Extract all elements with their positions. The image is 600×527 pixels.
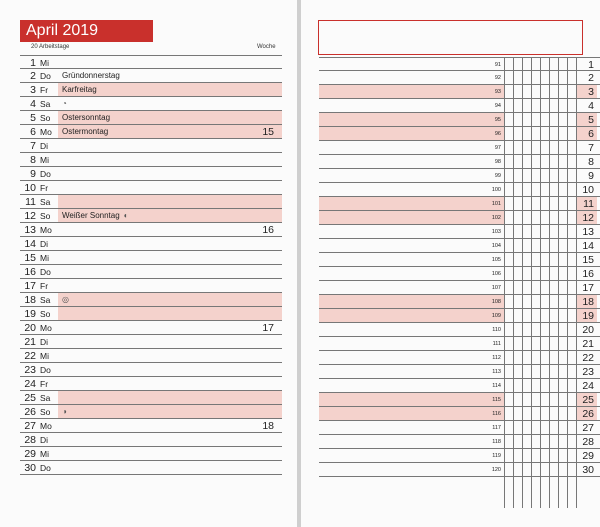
weekday-label: Mo — [40, 127, 52, 137]
weekday-label: Do — [40, 365, 51, 375]
day-cell — [20, 419, 58, 432]
day-number: 7 — [30, 140, 36, 152]
day-number-right: 9 — [588, 170, 594, 182]
right-page — [301, 0, 600, 527]
day-row[interactable] — [20, 55, 282, 69]
weekday-label: So — [40, 113, 51, 123]
day-number: 5 — [30, 112, 36, 124]
day-cell-right — [576, 309, 597, 322]
day-row[interactable] — [20, 209, 282, 223]
day-number-right: 7 — [588, 142, 594, 154]
day-cell — [20, 335, 58, 348]
day-of-year: 112 — [492, 355, 501, 361]
day-row[interactable] — [20, 153, 282, 167]
holiday-label — [62, 69, 120, 83]
day-row[interactable] — [20, 349, 282, 363]
day-number-right: 18 — [582, 296, 594, 308]
day-number: 26 — [24, 406, 36, 418]
day-cell — [20, 363, 58, 376]
weekday-label: Fr — [40, 85, 49, 95]
day-number: 23 — [24, 364, 36, 376]
day-cell — [20, 69, 58, 82]
day-of-year: 93 — [494, 89, 501, 95]
day-number: 4 — [30, 98, 36, 110]
day-cell — [20, 251, 58, 264]
grid-column-line — [567, 57, 568, 508]
day-cell — [20, 447, 58, 460]
day-number-right: 30 — [582, 464, 594, 476]
day-row[interactable] — [20, 363, 282, 377]
weekday-label: Di — [40, 239, 49, 249]
day-row[interactable] — [20, 181, 282, 195]
day-number-right: 25 — [582, 394, 594, 406]
day-cell-right — [576, 435, 597, 448]
weekday-label: Fr — [40, 281, 49, 291]
day-number-right: 23 — [582, 366, 594, 378]
day-number: 2 — [30, 70, 36, 82]
weekday-label: So — [40, 211, 51, 221]
weekday-label: Sa — [40, 393, 51, 403]
day-cell-right — [576, 169, 597, 182]
day-of-year: 119 — [492, 453, 501, 459]
day-number-right: 11 — [583, 198, 594, 210]
day-cell — [20, 307, 58, 320]
weekday-label: Mi — [40, 155, 49, 165]
holiday-label — [62, 209, 129, 223]
left-page — [0, 0, 297, 527]
day-row[interactable] — [20, 405, 282, 419]
day-number-right: 17 — [582, 282, 594, 294]
day-cell-right — [576, 127, 597, 140]
weekday-label: Mi — [40, 351, 49, 361]
day-cell-right — [576, 281, 597, 294]
weekday-label: So — [40, 309, 51, 319]
holiday-text: Karfreitag — [62, 85, 97, 94]
day-cell-right — [576, 295, 597, 308]
day-number: 13 — [24, 224, 36, 236]
day-cell — [20, 195, 58, 208]
day-row[interactable] — [20, 307, 282, 321]
holiday-label — [62, 83, 97, 97]
day-number-right: 16 — [582, 268, 594, 280]
day-cell — [20, 223, 58, 236]
day-number: 15 — [24, 252, 36, 264]
day-number-right: 29 — [582, 450, 594, 462]
day-number-right: 1 — [588, 59, 594, 71]
day-cell — [20, 433, 58, 446]
day-row[interactable] — [20, 391, 282, 405]
day-cell-right — [576, 351, 597, 364]
day-number-right: 2 — [588, 72, 594, 84]
day-row[interactable] — [20, 461, 282, 475]
day-row[interactable] — [20, 293, 282, 307]
day-number-right: 27 — [582, 422, 594, 434]
day-number: 22 — [24, 350, 36, 362]
day-of-year: 120 — [491, 467, 501, 473]
day-number: 14 — [24, 238, 36, 250]
grid-column-line — [513, 57, 514, 508]
weekday-label: Fr — [40, 183, 49, 193]
day-of-year: 110 — [492, 327, 501, 333]
day-number-right: 26 — [582, 408, 594, 420]
day-row[interactable] — [20, 83, 282, 97]
weekday-label: Mo — [40, 225, 52, 235]
grid-column-line — [540, 57, 541, 508]
day-of-year: 104 — [491, 243, 501, 249]
day-number-right: 13 — [582, 226, 594, 238]
day-row[interactable] — [20, 125, 282, 139]
day-cell-right — [576, 421, 597, 434]
day-row[interactable] — [20, 433, 282, 447]
day-cell-right — [576, 197, 597, 210]
day-number: 28 — [24, 434, 36, 446]
day-of-year: 102 — [491, 215, 501, 221]
grid-column-line — [504, 57, 505, 508]
day-of-year: 106 — [491, 271, 501, 277]
day-of-year: 117 — [492, 425, 501, 431]
day-of-year: 111 — [492, 341, 501, 347]
day-row[interactable] — [20, 377, 282, 391]
weekday-label: Mo — [40, 323, 52, 333]
day-cell — [20, 139, 58, 152]
day-of-year: 113 — [492, 369, 501, 375]
day-number: 3 — [30, 84, 36, 96]
day-number: 17 — [24, 280, 36, 292]
day-cell-right — [576, 99, 597, 112]
day-number: 30 — [24, 462, 36, 474]
day-number: 24 — [24, 378, 36, 390]
day-row[interactable] — [20, 223, 282, 237]
day-row[interactable] — [20, 69, 282, 83]
weekday-label: So — [40, 407, 51, 417]
day-cell-right — [576, 225, 597, 238]
day-cell-right — [576, 211, 597, 224]
day-of-year: 107 — [491, 285, 501, 291]
day-number: 29 — [24, 448, 36, 460]
day-number-right: 8 — [588, 156, 594, 168]
day-cell — [20, 111, 58, 124]
day-cell — [20, 83, 58, 96]
day-of-year: 91 — [494, 62, 501, 68]
day-cell-right — [576, 155, 597, 168]
day-cell-right — [576, 323, 597, 336]
day-number: 27 — [24, 420, 36, 432]
day-number: 11 — [25, 196, 36, 208]
day-cell-right — [576, 253, 597, 266]
grid-column-line — [549, 57, 550, 508]
day-cell — [20, 391, 58, 404]
moon-phase-icon: ◐ — [123, 211, 129, 220]
day-number-right: 10 — [582, 184, 594, 196]
day-cell-right — [576, 449, 597, 462]
day-of-year: 94 — [494, 103, 501, 109]
weekday-label: Fr — [40, 379, 49, 389]
day-row[interactable] — [20, 167, 282, 181]
holiday-text: Ostermontag — [62, 127, 109, 136]
day-number-right: 19 — [582, 310, 594, 322]
day-cell-right — [576, 58, 597, 71]
month-header: April 2019 — [20, 20, 153, 42]
weekday-label: Di — [40, 141, 49, 151]
day-number: 8 — [30, 154, 36, 166]
day-cell — [20, 97, 58, 110]
week-number: 17 — [262, 322, 274, 334]
holiday-text: Gründonnerstag — [62, 71, 120, 80]
day-of-year: 115 — [492, 397, 501, 403]
weekday-label: Mo — [40, 421, 52, 431]
day-row[interactable] — [20, 237, 282, 251]
day-row[interactable] — [20, 419, 282, 433]
week-number: 18 — [262, 420, 274, 432]
day-of-year: 108 — [491, 299, 501, 305]
weekday-label: Do — [40, 463, 51, 473]
day-of-year: 109 — [491, 313, 501, 319]
day-number-right: 14 — [582, 240, 594, 252]
day-cell-right — [576, 85, 597, 98]
day-number: 6 — [30, 126, 36, 138]
day-number: 19 — [24, 308, 36, 320]
day-row[interactable] — [20, 321, 282, 335]
day-row[interactable] — [20, 111, 282, 125]
weekday-label: Di — [40, 337, 49, 347]
weekday-label: Do — [40, 267, 51, 277]
day-of-year: 118 — [492, 439, 501, 445]
day-number: 25 — [24, 392, 36, 404]
day-of-year: 95 — [494, 117, 501, 123]
weekday-label: Do — [40, 71, 51, 81]
day-of-year: 98 — [494, 159, 501, 165]
day-cell — [20, 377, 58, 390]
weekday-label: Do — [40, 169, 51, 179]
day-number-right: 24 — [582, 380, 594, 392]
weekday-label: Mi — [40, 449, 49, 459]
day-cell-right — [576, 239, 597, 252]
day-number: 20 — [24, 322, 36, 334]
day-cell — [20, 279, 58, 292]
day-row[interactable] — [20, 335, 282, 349]
day-cell — [20, 167, 58, 180]
weekday-label: Di — [40, 435, 49, 445]
day-cell — [20, 349, 58, 362]
day-number: 12 — [24, 210, 36, 222]
grid-column-line — [558, 57, 559, 508]
day-cell-right — [576, 183, 597, 196]
week-number: 16 — [262, 224, 274, 236]
day-of-year: 92 — [494, 75, 501, 81]
holiday-label — [62, 125, 108, 139]
notes-box[interactable] — [318, 20, 583, 55]
holiday-text: Ostersonntag — [62, 113, 111, 122]
day-number-right: 21 — [582, 338, 594, 350]
grid-column-line — [576, 57, 577, 508]
day-cell-right — [576, 393, 597, 406]
moon-phase-icon: ◔ — [62, 99, 67, 108]
day-number-right: 28 — [582, 436, 594, 448]
day-row[interactable] — [20, 97, 282, 111]
day-of-year: 114 — [492, 383, 501, 389]
day-number: 9 — [30, 168, 36, 180]
grid-column-line — [522, 57, 523, 508]
day-of-year: 99 — [494, 173, 501, 179]
weekday-label: Mi — [40, 253, 49, 263]
day-cell-right — [576, 267, 597, 280]
grid-column-line — [531, 57, 532, 508]
day-row[interactable] — [20, 139, 282, 153]
day-row[interactable] — [20, 265, 282, 279]
week-number: 15 — [262, 126, 274, 138]
day-cell — [20, 461, 58, 474]
day-of-year: 100 — [491, 187, 501, 193]
day-cell — [20, 125, 58, 138]
day-number: 10 — [24, 182, 36, 194]
day-of-year: 97 — [494, 145, 501, 151]
moon-phase-icon: ◑ — [62, 407, 67, 416]
day-number-right: 3 — [588, 86, 594, 98]
day-number: 21 — [24, 336, 36, 348]
day-cell-right — [576, 71, 597, 84]
day-cell — [20, 56, 58, 69]
day-number: 1 — [30, 57, 36, 69]
weekday-label: Sa — [40, 99, 51, 109]
day-cell — [20, 293, 58, 306]
day-cell-right — [576, 463, 597, 476]
day-cell-right — [576, 113, 597, 126]
day-cell — [20, 209, 58, 222]
day-of-year: 116 — [492, 411, 501, 417]
day-of-year: 101 — [491, 201, 501, 207]
day-number-right: 15 — [582, 254, 594, 266]
day-cell-right — [576, 141, 597, 154]
moon-phase-icon: ◎ — [62, 295, 69, 304]
day-row[interactable] — [20, 251, 282, 265]
day-row[interactable] — [20, 195, 282, 209]
day-cell — [20, 321, 58, 334]
day-number: 16 — [24, 266, 36, 278]
weekday-label: Sa — [40, 295, 51, 305]
holiday-label — [62, 111, 110, 125]
day-of-year: 96 — [494, 131, 501, 137]
day-number-right: 6 — [588, 128, 594, 140]
day-cell — [20, 405, 58, 418]
day-row[interactable] — [20, 279, 282, 293]
day-cell-right — [576, 337, 597, 350]
day-number-right: 20 — [582, 324, 594, 336]
week-column-label: Woche — [257, 44, 276, 50]
day-of-year: 103 — [491, 229, 501, 235]
workdays-count: 20 Arbeitstage — [31, 44, 70, 50]
day-number-right: 4 — [588, 100, 594, 112]
day-number-right: 12 — [582, 212, 594, 224]
weekday-label: Mi — [40, 58, 49, 68]
holiday-text: Weißer Sonntag — [62, 211, 120, 220]
day-cell — [20, 181, 58, 194]
day-number-right: 5 — [588, 114, 594, 126]
weekday-label: Sa — [40, 197, 51, 207]
day-cell-right — [576, 407, 597, 420]
day-of-year: 105 — [491, 257, 501, 263]
day-cell — [20, 265, 58, 278]
day-row[interactable] — [20, 447, 282, 461]
day-cell-right — [576, 365, 597, 378]
day-cell-right — [576, 379, 597, 392]
day-cell — [20, 237, 58, 250]
day-cell — [20, 153, 58, 166]
day-number: 18 — [24, 294, 36, 306]
day-number-right: 22 — [582, 352, 594, 364]
